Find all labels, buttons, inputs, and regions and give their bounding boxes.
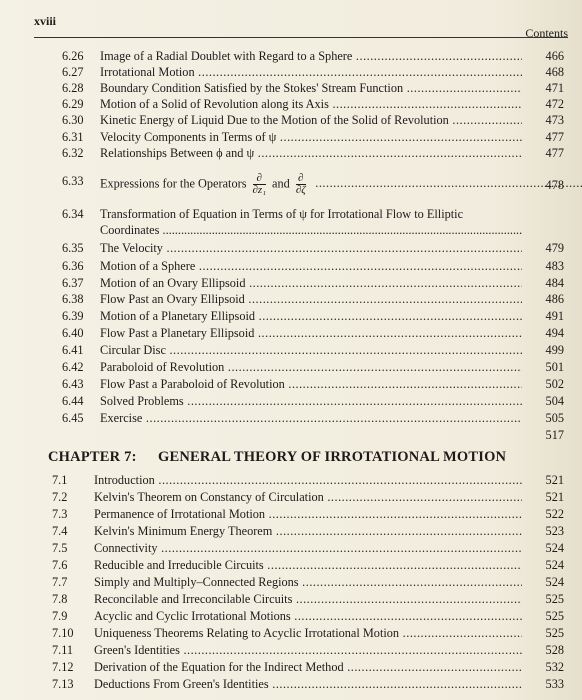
toc-entry-transformation[interactable] bbox=[0, 206, 582, 238]
entry-page: 505 bbox=[545, 411, 564, 425]
entry-title bbox=[100, 173, 522, 196]
entry-title: Kelvin's Minimum Energy Theorem ..... bbox=[94, 523, 522, 539]
entry-page: 528 bbox=[545, 643, 564, 657]
entry-number: 6.26 bbox=[62, 49, 84, 63]
entry-number: 6.30 bbox=[62, 113, 84, 127]
entry-number: 6.41 bbox=[62, 343, 84, 357]
entry-page: 499 bbox=[545, 343, 564, 357]
entry-number: 6.44 bbox=[62, 394, 84, 408]
entry-title: Kelvin's Theorem on Constancy of Circulation ..... bbox=[94, 489, 522, 505]
toc-entry[interactable] bbox=[0, 625, 582, 641]
toc-entry[interactable] bbox=[0, 240, 582, 256]
entry-title: Derivation of the Equation for the Indirect Method ..... bbox=[94, 659, 522, 675]
toc-entry[interactable] bbox=[0, 506, 582, 522]
toc-entry[interactable] bbox=[0, 48, 582, 64]
entry-page: 477 bbox=[545, 146, 564, 160]
entry-title: Motion of an Ovary Ellipsoid ..... bbox=[100, 275, 522, 291]
entry-title: Acyclic and Cyclic Irrotational Motions ..... bbox=[94, 608, 522, 624]
entry-title: The Velocity ..... bbox=[100, 240, 522, 256]
entry-number: 6.27 bbox=[62, 65, 84, 79]
entry-number: 7.2 bbox=[52, 490, 68, 504]
entry-page: 523 bbox=[545, 524, 564, 538]
fraction-d-dzeta: $\frac{\partial}{\partial\zeta}$ bbox=[295, 172, 306, 196]
entry-title: Flow Past a Paraboloid of Revolution ..... bbox=[100, 376, 522, 392]
entry-number: 6.37 bbox=[62, 276, 84, 290]
toc-entry[interactable] bbox=[0, 393, 582, 409]
entry-page: 501 bbox=[545, 360, 564, 374]
chapter-title: GENERAL THEORY OF IRROTATIONAL MOTION bbox=[158, 449, 507, 465]
entry-page: 525 bbox=[545, 592, 564, 606]
entry-title: Green's Identities ..... bbox=[94, 642, 522, 658]
entry-title: Simply and Multiply–Connected Regions ..... bbox=[94, 574, 522, 590]
toc-entry[interactable] bbox=[0, 96, 582, 112]
entry-title: Image of a Radial Doublet with Regard to a Sphere ..... bbox=[100, 48, 522, 64]
entry-page: 472 bbox=[545, 97, 564, 111]
entry-number: 7.10 bbox=[52, 626, 74, 640]
entry-page: 532 bbox=[545, 660, 564, 674]
running-head: Contents bbox=[525, 26, 568, 40]
entry-number: 6.38 bbox=[62, 292, 84, 306]
entry-page: 524 bbox=[545, 558, 564, 572]
entry-number: 7.11 bbox=[52, 643, 74, 657]
entry-page: 484 bbox=[545, 276, 564, 290]
entry-page: 525 bbox=[545, 609, 564, 623]
entry-number: 6.28 bbox=[62, 81, 84, 95]
entry-title: Solved Problems ..... bbox=[100, 393, 522, 409]
entry-page: 468 bbox=[545, 65, 564, 79]
toc-entry[interactable] bbox=[0, 342, 582, 358]
toc-entry[interactable] bbox=[0, 308, 582, 324]
entry-title bbox=[100, 206, 522, 238]
entry-page: 494 bbox=[545, 326, 564, 340]
toc-entry[interactable] bbox=[0, 291, 582, 307]
entry-page: 524 bbox=[545, 575, 564, 589]
entry-title: Relationships Between ϕ and ψ ..... bbox=[100, 145, 522, 161]
toc-entry[interactable] bbox=[0, 591, 582, 607]
toc-entry[interactable] bbox=[0, 80, 582, 96]
toc-entry[interactable] bbox=[0, 359, 582, 375]
toc-entry[interactable] bbox=[0, 325, 582, 341]
fraction-d-dz1: $\frac{\partial}{\text{∂z₁}}$ bbox=[252, 172, 267, 196]
entry-title: Exercise ..... bbox=[100, 410, 522, 426]
entry-number: 7.4 bbox=[52, 524, 68, 538]
entry-title: Uniqueness Theorems Relating to Acyclic Irrotational Motion ..... bbox=[94, 625, 522, 641]
entry-number: 7.8 bbox=[52, 592, 68, 606]
entry-page: 473 bbox=[545, 113, 564, 127]
entry-title: Motion of a Planetary Ellipsoid ..... bbox=[100, 308, 522, 324]
page-number-label: xviii bbox=[34, 14, 57, 28]
entry-page: 525 bbox=[545, 626, 564, 640]
toc-entry[interactable] bbox=[0, 523, 582, 539]
entry-title: Motion of a Sphere ..... bbox=[100, 258, 522, 274]
entry-number: 6.39 bbox=[62, 309, 84, 323]
entry-title: Reconcilable and Irreconcilable Circuits ..... bbox=[94, 591, 522, 607]
entry-and: and bbox=[272, 176, 290, 191]
toc-entry[interactable] bbox=[0, 642, 582, 658]
entry-number: 7.7 bbox=[52, 575, 68, 589]
entry-number: 7.3 bbox=[52, 507, 68, 521]
page-header bbox=[34, 12, 568, 40]
toc-entry[interactable] bbox=[0, 112, 582, 128]
toc-entry[interactable] bbox=[0, 145, 582, 161]
trailing-page-number: 517 bbox=[545, 428, 564, 442]
toc-entry[interactable] bbox=[0, 129, 582, 145]
entry-title: Reducible and Irreducible Circuits ..... bbox=[94, 557, 522, 573]
entry-number: 6.31 bbox=[62, 130, 84, 144]
entry-title: Boundary Condition Satisfied by the Stokes' Stream Function ..... bbox=[100, 80, 522, 96]
entry-number: 7.9 bbox=[52, 609, 68, 623]
entry-page: 471 bbox=[545, 81, 564, 95]
entry-title: Introduction ..... bbox=[94, 472, 522, 488]
toc-entry[interactable] bbox=[0, 472, 582, 488]
entry-number: 7.12 bbox=[52, 660, 74, 674]
toc-entry[interactable] bbox=[0, 540, 582, 556]
entry-title: Flow Past a Planetary Ellipsoid ..... bbox=[100, 325, 522, 341]
entry-number: 6.34 bbox=[62, 207, 84, 221]
entry-number: 6.33 bbox=[62, 174, 84, 188]
chapter-label: CHAPTER 7: bbox=[48, 449, 137, 465]
entry-page: 502 bbox=[545, 377, 564, 391]
entry-page: 521 bbox=[545, 473, 564, 487]
toc-entry-operators[interactable] bbox=[0, 167, 582, 197]
entry-title: Circular Disc ..... bbox=[100, 342, 522, 358]
entry-page: 478 bbox=[545, 178, 564, 192]
toc-entry[interactable] bbox=[0, 676, 582, 692]
entry-title-line2: Coordinates ..... bbox=[100, 222, 522, 238]
entry-title-text: Expressions for the Operators bbox=[100, 176, 247, 191]
toc-entry[interactable] bbox=[0, 64, 582, 80]
entry-page: 522 bbox=[545, 507, 564, 521]
entry-number: 6.40 bbox=[62, 326, 84, 340]
entry-number: 6.42 bbox=[62, 360, 84, 374]
toc-entry[interactable] bbox=[0, 258, 582, 274]
entry-title: Irrotational Motion ..... bbox=[100, 64, 522, 80]
entry-number: 6.43 bbox=[62, 377, 84, 391]
entry-number: 6.29 bbox=[62, 97, 84, 111]
entry-title: Kinetic Energy of Liquid Due to the Motion of the Solid of Revolution ..... bbox=[100, 112, 522, 128]
entry-title: Motion of a Solid of Revolution along its Axis ..... bbox=[100, 96, 522, 112]
entry-title: Connectivity ..... bbox=[94, 540, 522, 556]
entry-page: 483 bbox=[545, 259, 564, 273]
entry-page: 533 bbox=[545, 677, 564, 691]
entry-number: 6.35 bbox=[62, 241, 84, 255]
entry-page: 504 bbox=[545, 394, 564, 408]
entry-page: 491 bbox=[545, 309, 564, 323]
entry-page: 466 bbox=[545, 49, 564, 63]
entry-number: 6.45 bbox=[62, 411, 84, 425]
entry-title: Paraboloid of Revolution ..... bbox=[100, 359, 522, 375]
entry-number: 7.13 bbox=[52, 677, 74, 691]
toc-entry[interactable] bbox=[0, 557, 582, 573]
entry-page: 477 bbox=[545, 130, 564, 144]
entry-number: 7.1 bbox=[52, 473, 68, 487]
entry-page: 521 bbox=[545, 490, 564, 504]
toc-entry[interactable] bbox=[0, 608, 582, 624]
entry-page: 486 bbox=[545, 292, 564, 306]
header-rule bbox=[34, 37, 568, 38]
entry-title-line1: Transformation of Equation in Terms of ψ for Irrotational Flow to Elliptic bbox=[100, 207, 464, 221]
toc-entry[interactable] bbox=[0, 410, 582, 426]
entry-number: 7.6 bbox=[52, 558, 68, 572]
entry-number: 6.36 bbox=[62, 259, 84, 273]
toc-entry[interactable] bbox=[0, 275, 582, 291]
entry-title: Flow Past an Ovary Ellipsoid ..... bbox=[100, 291, 522, 307]
toc-entry[interactable] bbox=[0, 489, 582, 505]
toc-entry[interactable] bbox=[0, 659, 582, 675]
entry-page: 479 bbox=[545, 241, 564, 255]
entry-title: Velocity Components in Terms of ψ ..... bbox=[100, 129, 522, 145]
toc-entry[interactable] bbox=[0, 574, 582, 590]
toc-entry[interactable] bbox=[0, 376, 582, 392]
entry-title: Permanence of Irrotational Motion ..... bbox=[94, 506, 522, 522]
entry-page: 524 bbox=[545, 541, 564, 555]
entry-number: 7.5 bbox=[52, 541, 68, 555]
entry-title: Deductions From Green's Identities ..... bbox=[94, 676, 522, 692]
entry-number: 6.32 bbox=[62, 146, 84, 160]
chapter-heading[interactable] bbox=[48, 449, 507, 466]
